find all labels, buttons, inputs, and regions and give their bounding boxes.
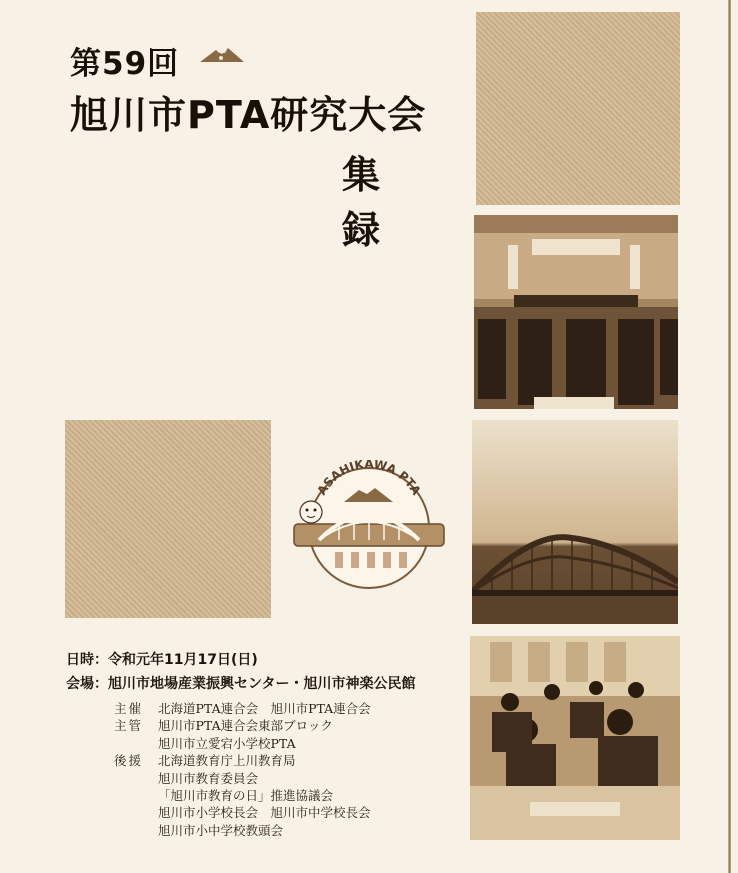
photo-seminar-room <box>470 636 680 840</box>
bridge-image <box>472 420 678 624</box>
asahikawa-pta-emblem <box>289 460 449 590</box>
organizer-row-support <box>114 752 464 839</box>
organizer-role: 主催 <box>114 701 144 716</box>
organizer-row-host <box>114 700 464 717</box>
page-edge-shadow <box>728 0 731 873</box>
organizer-name: 旭川市PTA連合会東部ブロック <box>158 718 333 734</box>
organizer-role: 主管 <box>114 718 144 734</box>
photo-bridge <box>472 420 678 624</box>
venue-value: 旭川市地場産業振興センター・旭川市神楽公民館 <box>108 676 416 692</box>
page-subtitle: 集 録 <box>342 153 395 252</box>
photo-placeholder-left <box>65 420 271 618</box>
organizer-name: 北海道教育庁上川教育局 <box>158 753 296 769</box>
organizer-name: 旭川市立愛宕小学校PTA <box>158 735 296 751</box>
organizer-name: 旭川市教育委員会 <box>158 770 259 786</box>
photo-placeholder-top <box>476 12 680 205</box>
organizer-name: 「旭川市教育の日」推進協議会 <box>158 788 334 804</box>
edition-number: 第59回 <box>70 46 180 82</box>
conference-hall-image <box>474 215 678 409</box>
organizer-role: 後援 <box>114 753 144 769</box>
emblem-text: ASAHIKAWA PTA <box>314 460 424 498</box>
page-title: 旭川市PTA研究大会 <box>70 93 427 137</box>
seminar-image <box>470 636 680 840</box>
event-info <box>66 648 466 696</box>
date-label: 日時： <box>66 652 108 668</box>
event-date <box>66 648 466 672</box>
organizer-name: 北海道PTA連合会 旭川市PTA連合会 <box>158 701 371 716</box>
event-venue <box>66 672 466 696</box>
bridge-emblem-icon <box>289 460 449 590</box>
mountain-icon <box>198 42 246 68</box>
organizers-list <box>114 700 464 839</box>
organizer-name: 旭川市小学校長会 旭川市中学校長会 <box>158 805 371 821</box>
photo-conference-hall <box>474 215 678 409</box>
organizer-name: 旭川市小中学校教頭会 <box>158 822 284 838</box>
venue-label: 会場： <box>66 676 108 692</box>
date-value: 令和元年11月17日(日) <box>108 652 258 668</box>
organizer-row-manager <box>114 717 464 752</box>
